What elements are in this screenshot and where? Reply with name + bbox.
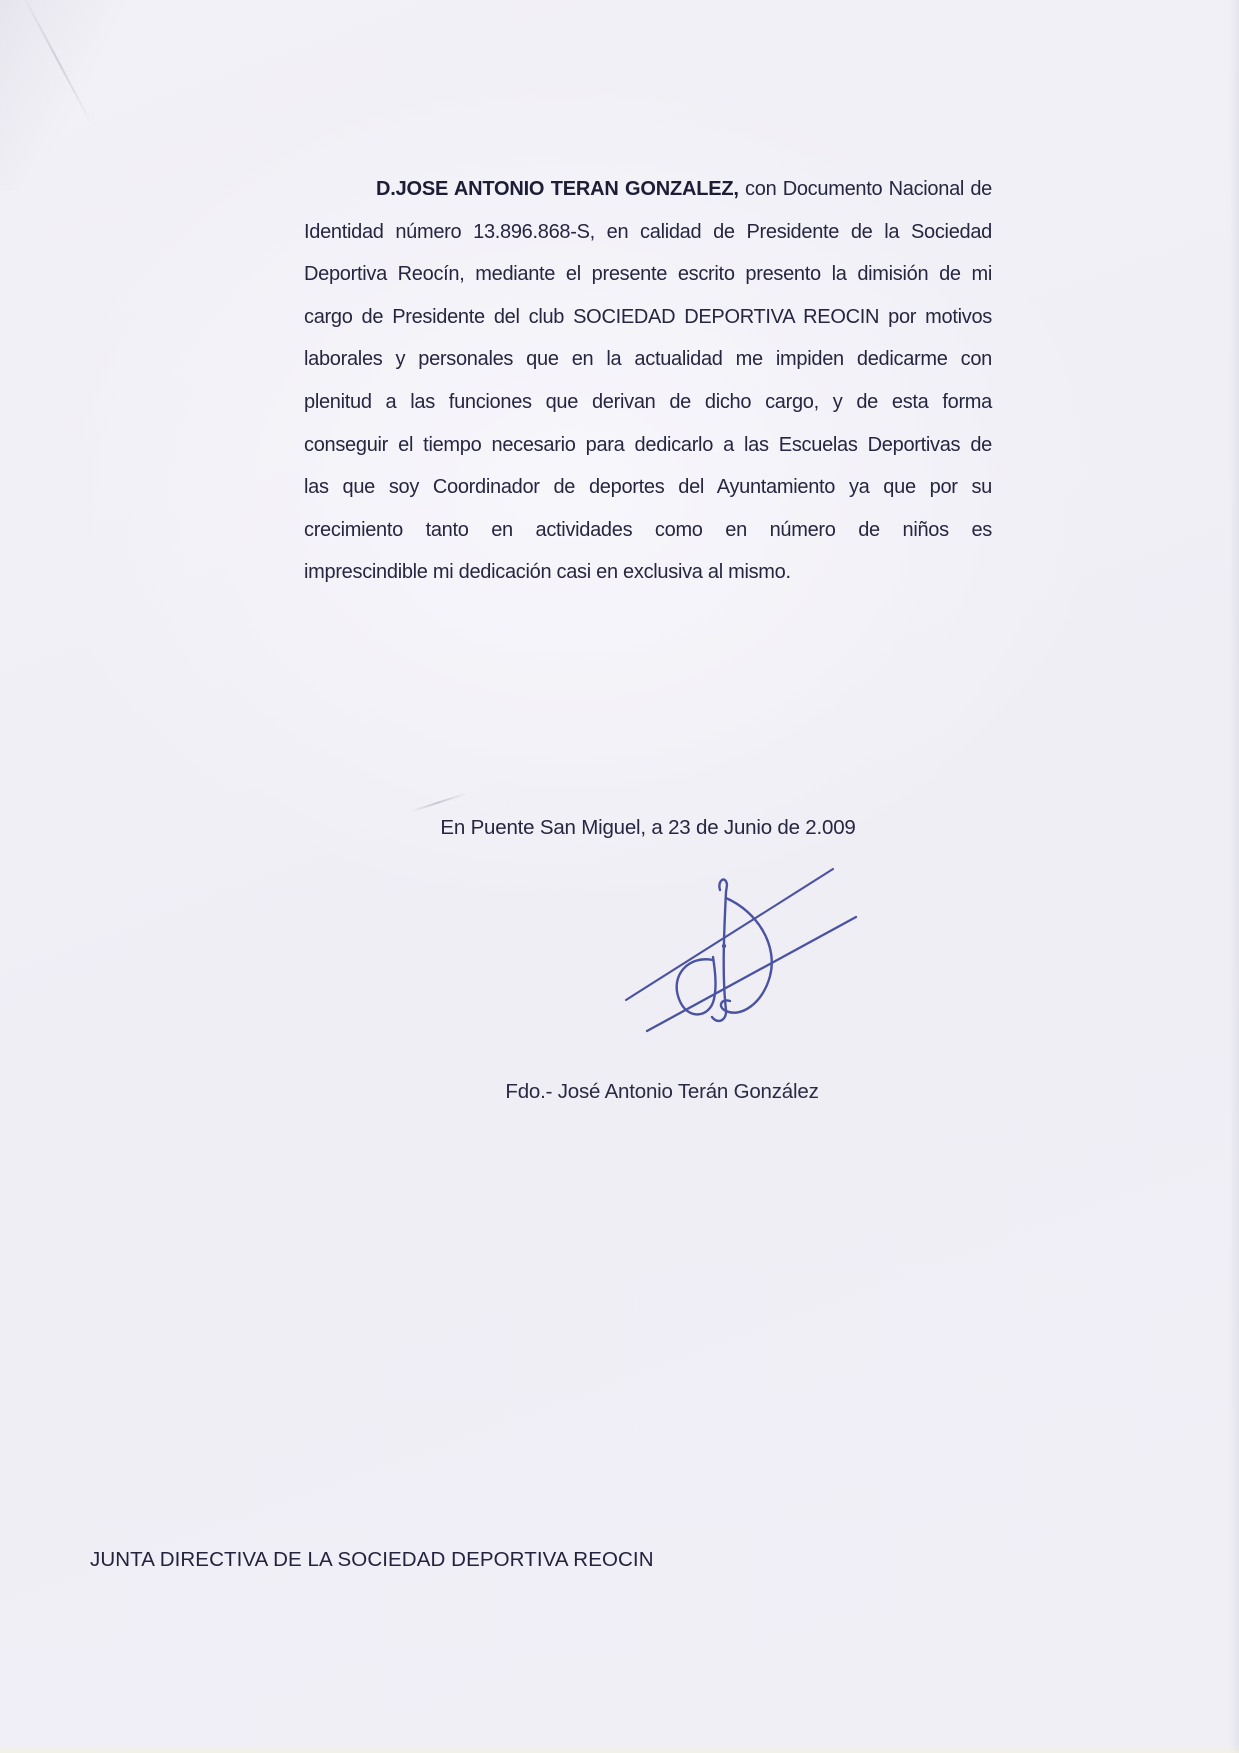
letter-body-line xyxy=(304,466,992,509)
letter-body-line-text: crecimiento tanto en actividades como en número de niños es xyxy=(304,518,992,541)
letter-body-line-text: las que soy Coordinador de deportes del Ayuntamiento ya que por su xyxy=(304,476,992,499)
letter-body-line xyxy=(304,338,992,381)
letter-body-line-text: conseguir el tiempo necesario para dedicarlo a las Escuelas Deportivas de xyxy=(304,433,992,456)
letter-body-line-text: imprescindible mi dedicación casi en exclusiva al mismo. xyxy=(304,561,791,584)
letter-body-line-text: plenitud a las funciones que derivan de dicho cargo, y de esta forma xyxy=(304,390,992,413)
paper-fold-crease xyxy=(21,0,93,126)
letter-body-line xyxy=(304,381,992,424)
letter-body-line xyxy=(304,296,992,339)
footer-addressee-line: JUNTA DIRECTIVA DE LA SOCIEDAD DEPORTIVA REOCIN xyxy=(90,1548,654,1571)
signature-name-line: Fdo.- José Antonio Terán González xyxy=(505,1080,819,1103)
letter-signatory-name-bold: D.JOSE ANTONIO TERAN GONZALEZ, xyxy=(376,178,739,200)
letter-body-line-text: Identidad número 13.896.868-S, en calidad de Presidente de la Sociedad xyxy=(304,220,992,243)
scan-edge-shadow xyxy=(1229,0,1239,1753)
letter-body-line xyxy=(304,253,992,296)
handwritten-signature-icon xyxy=(540,860,880,1065)
letter-body-line-text: laborales y personales que en la actualidad me impiden dedicarme con xyxy=(304,348,992,371)
letter-body-paragraph xyxy=(304,168,992,594)
letter-body-line-text: cargo de Presidente del club SOCIEDAD DEPORTIVA REOCIN por motivos xyxy=(304,305,992,328)
letter-body-line xyxy=(304,211,992,254)
paper-crease-mark xyxy=(409,793,465,813)
letter-body-line-text: con Documento Nacional de xyxy=(738,178,992,200)
letter-body-line xyxy=(304,551,992,594)
paper-fold-shading xyxy=(0,0,140,190)
letter-body-line xyxy=(304,424,992,467)
letter-body-line-text: Deportiva Reocín, mediante el presente escrito presento la dimisión de mi xyxy=(304,263,992,286)
letter-body-line xyxy=(304,168,992,211)
scan-bottom-edge xyxy=(0,1745,1239,1753)
letter-body-line xyxy=(304,509,992,552)
letter-dateline: En Puente San Miguel, a 23 de Junio de 2.009 xyxy=(440,816,856,839)
